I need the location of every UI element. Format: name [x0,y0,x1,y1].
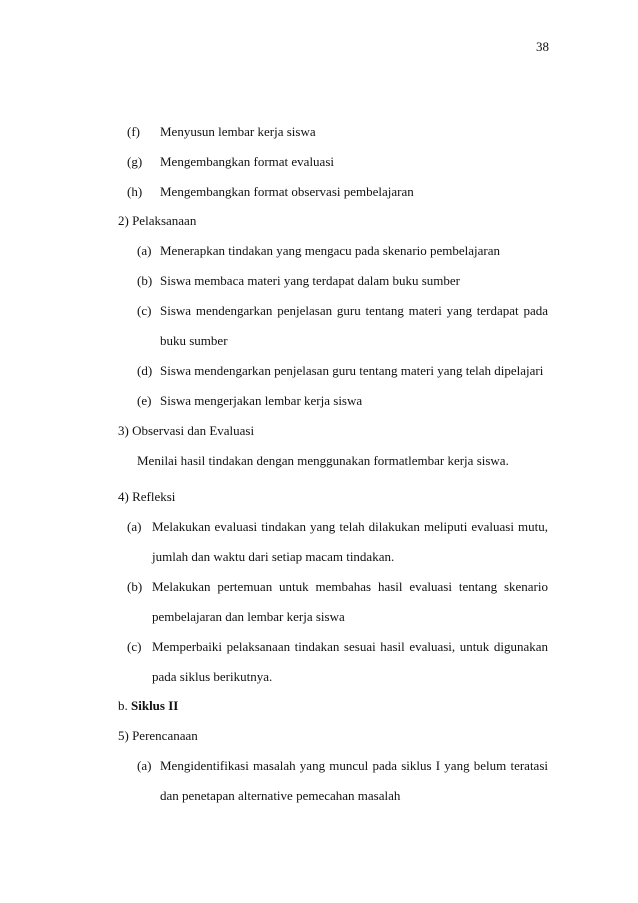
list-item-label: (h) [127,184,143,199]
list-item-text-continued: jumlah dan waktu dari setiap macam tindakan. [152,549,395,564]
list-item-text-continued: pembelajaran dan lembar kerja siswa [152,609,345,624]
list-item-label: (e) [137,393,152,408]
section-heading-pelaksanaan: 2) Pelaksanaan [118,213,197,228]
list-item-text: Melakukan evaluasi tindakan yang telah dilakukan meliputi evaluasi mutu, [152,519,548,534]
list-item-text: Siswa membaca materi yang terdapat dalam buku sumber [160,273,460,288]
list-item-label: (a) [137,758,152,773]
list-item-label: (b) [127,579,143,594]
list-item-label: (c) [127,639,142,654]
list-item-text-continued: buku sumber [160,333,228,348]
subsection-heading-siklus [118,699,178,712]
list-item-label: (a) [137,243,152,258]
list-item-text: Siswa mendengarkan penjelasan guru tentang materi yang terdapat pada [160,303,548,318]
paragraph-text: Menilai hasil tindakan dengan menggunakan formatlembar kerja siswa. [137,453,509,468]
list-item-text: Mengidentifikasi masalah yang muncul pada siklus I yang belum teratasi [160,758,548,773]
list-item-label: (b) [137,273,153,288]
list-item-text-continued: dan penetapan alternative pemecahan masalah [160,788,401,803]
list-item-label: (d) [137,363,153,378]
section-heading-observasi: 3) Observasi dan Evaluasi [118,423,255,438]
list-item-text: Mengembangkan format observasi pembelajaran [160,184,414,199]
list-item-label: (g) [127,154,143,169]
list-item-label: (c) [137,303,152,318]
list-item-text: Melakukan pertemuan untuk membahas hasil evaluasi tentang skenario [152,579,548,594]
list-item-text: Menyusun lembar kerja siswa [160,124,316,139]
subsection-title: Siklus II [131,698,179,713]
list-item-label: (a) [127,519,142,534]
page-number: 38 [536,39,549,54]
list-item-label: (f) [127,124,140,139]
list-item-text: Mengembangkan format evaluasi [160,154,334,169]
list-item-text-continued: pada siklus berikutnya. [152,669,273,684]
section-heading-refleksi: 4) Refleksi [118,489,176,504]
subsection-prefix: b. [118,698,131,713]
list-item-text: Menerapkan tindakan yang mengacu pada skenario pembelajaran [160,243,501,258]
section-heading-perencanaan: 5) Perencanaan [118,728,198,743]
list-item-text: Siswa mendengarkan penjelasan guru tentang materi yang telah dipelajari [160,363,544,378]
list-item-text: Siswa mengerjakan lembar kerja siswa [160,393,363,408]
list-item-text: Memperbaiki pelaksanaan tindakan sesuai hasil evaluasi, untuk digunakan [152,639,548,654]
